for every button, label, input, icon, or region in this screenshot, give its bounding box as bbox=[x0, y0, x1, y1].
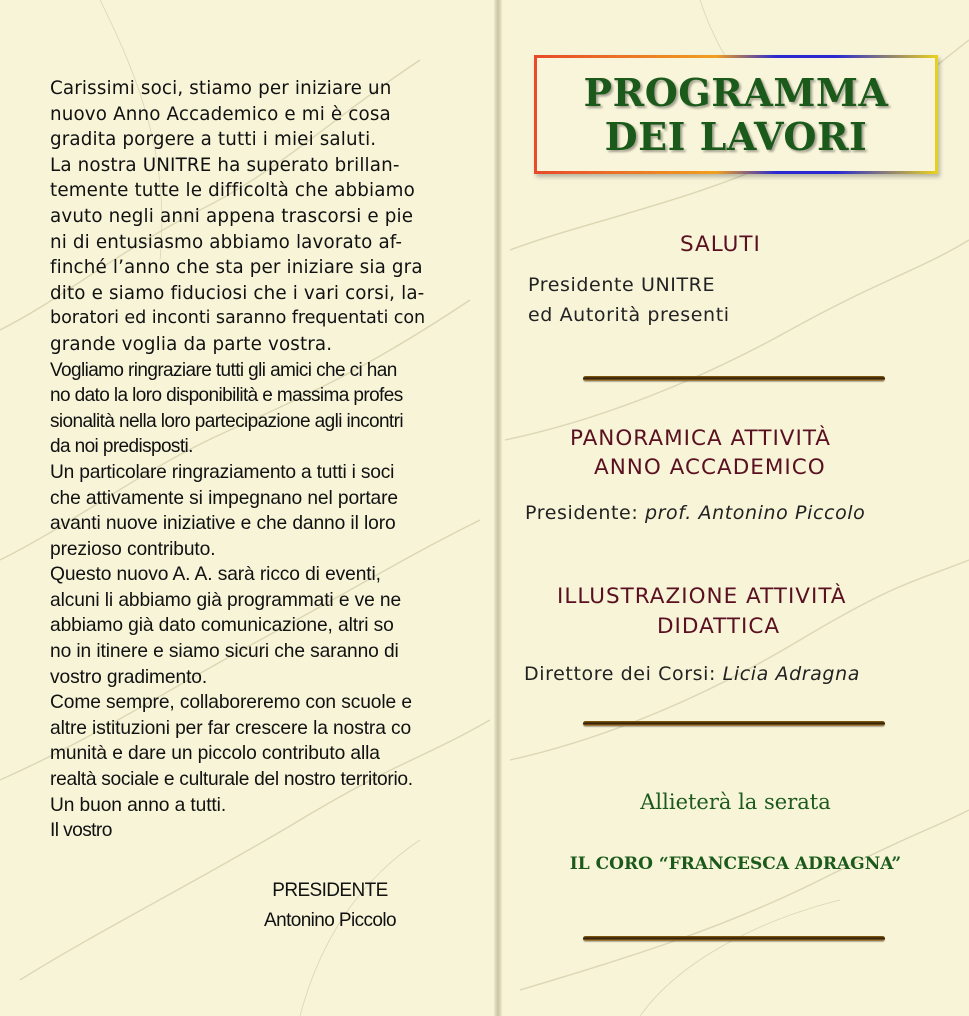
divider bbox=[583, 936, 885, 941]
letter-line: che attivamente si impegnano nel portare bbox=[50, 487, 398, 509]
panoramica-person: prof. Antonino Piccolo bbox=[644, 502, 866, 524]
divider bbox=[583, 376, 885, 381]
divider bbox=[583, 721, 885, 726]
letter-line: alcuni li abbiamo già programmati e ve ne bbox=[50, 589, 402, 611]
letter-line: nuovo Anno Accademico e mi è cosa bbox=[50, 103, 391, 125]
closing-line-2: IL CORO “FRANCESCA ADRAGNA” bbox=[569, 854, 902, 874]
panoramica-role: Presidente: bbox=[525, 502, 645, 524]
closing-line-1: Allieterà la serata bbox=[640, 790, 831, 814]
letter-line: no dato la loro disponibilità e massima profes bbox=[50, 385, 403, 407]
letter-line: Questo nuovo A. A. sarà ricco di eventi, bbox=[50, 564, 381, 586]
letter-line: vostro gradimento. bbox=[50, 666, 208, 688]
signature-name: Antonino Piccolo bbox=[264, 910, 396, 931]
letter-line: La nostra UNITRE ha superato brillan- bbox=[50, 154, 400, 176]
section-heading-saluti: SALUTI bbox=[680, 232, 761, 257]
letter-line: no in itinere e siamo sicuri che saranno di bbox=[50, 641, 399, 663]
saluti-line-1: Presidente UNITRE bbox=[528, 274, 716, 296]
letter-line: Vogliamo ringraziare tutti gli amici che ci han bbox=[50, 359, 397, 381]
letter-line: altre istituzioni per far crescere la nostra co bbox=[50, 717, 412, 739]
letter-line: finché l’anno che sta per iniziare sia gra bbox=[50, 257, 423, 279]
letter-line: dito e siamo fiduciosi che i vari corsi, la- bbox=[50, 282, 425, 304]
letter-line: gradita porgere a tutti i miei saluti. bbox=[50, 129, 377, 151]
section-heading-panoramica: PANORAMICA ATTIVITÀ bbox=[570, 426, 832, 451]
letter-line: Come sempre, collaboreremo con scuole e bbox=[50, 692, 412, 714]
section-heading-illustrazione: ILLUSTRAZIONE ATTIVITÀ bbox=[557, 584, 847, 609]
panoramica-presenter bbox=[525, 502, 865, 524]
letter-line: temente tutte le difficoltà che abbiamo bbox=[50, 180, 415, 202]
letter-line: da noi predisposti. bbox=[50, 436, 193, 458]
closing-block-2 bbox=[502, 854, 969, 884]
saluti-line-2: ed Autorità presenti bbox=[528, 304, 730, 326]
letter-line: sionalità nella loro partecipazione agli incontri bbox=[50, 410, 403, 432]
letter-line: realtà sociale e culturale del nostro territorio. bbox=[50, 769, 413, 791]
program-title-line-1: PROGRAMMA bbox=[583, 70, 889, 115]
illustrazione-presenter bbox=[524, 663, 860, 685]
program-title-box bbox=[534, 55, 938, 174]
letter-line: Un particolare ringraziamento a tutti i soci bbox=[50, 461, 395, 483]
letter-line: Un buon anno a tutti. bbox=[50, 794, 227, 816]
letter-line: boratori ed inconti saranno frequentati con bbox=[50, 308, 426, 329]
president-letter bbox=[50, 76, 460, 844]
illustrazione-role: Direttore dei Corsi: bbox=[524, 663, 723, 685]
letter-line: ni di entusiasmo abbiamo lavorato af- bbox=[50, 231, 403, 253]
program-title-line-2: DEI LAVORI bbox=[604, 114, 868, 159]
letter-line: abbiamo già dato comunicazione, altri so bbox=[50, 615, 394, 637]
letter-line: prezioso contributo. bbox=[50, 538, 216, 560]
letter-line: Il vostro bbox=[50, 820, 112, 842]
closing-block bbox=[502, 790, 969, 830]
letter-line: munità e dare un piccolo contributo alla bbox=[50, 743, 380, 765]
signature-role: PRESIDENTE bbox=[272, 880, 388, 901]
section-heading-panoramica-2: ANNO ACCADEMICO bbox=[594, 455, 826, 480]
letter-line: grande voglia da parte vostra. bbox=[50, 333, 333, 355]
page-fold bbox=[494, 0, 502, 1016]
letter-line: avuto negli anni appena trascorsi e pie bbox=[50, 205, 414, 227]
letter-line: Carissimi soci, stiamo per iniziare un bbox=[50, 78, 392, 99]
section-heading-illustrazione-2: DIDATTICA bbox=[657, 614, 781, 639]
letter-line: avanti nuove iniziative e che danno il loro bbox=[50, 513, 396, 535]
illustrazione-person: Licia Adragna bbox=[722, 663, 860, 685]
